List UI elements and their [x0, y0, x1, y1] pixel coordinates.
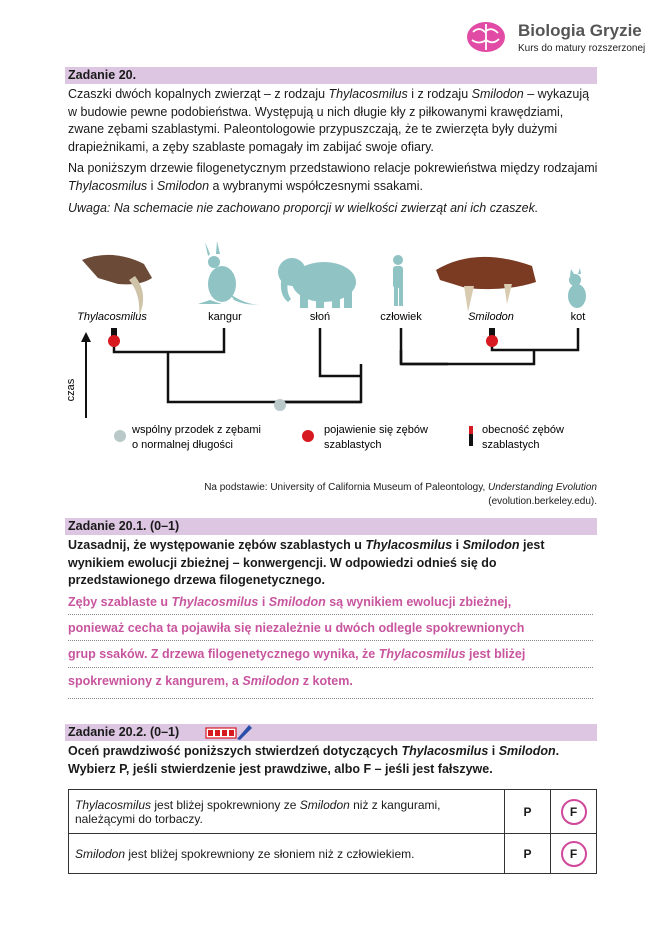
table-row	[69, 834, 597, 874]
statement-2	[69, 834, 505, 874]
answer-line-1[interactable]	[68, 590, 595, 615]
text-span: – wykazują w budowie pewne podobieństwa. Występują u nich długie kły z piłkowanymi krawędziami, zwane zębami szablastymi. Paleontologowie przypuszczają, że te zwierzęta były dużymi drapieżnikami, a zęby szablaste pomagały im zabijać swoje ofiary.	[68, 87, 590, 154]
text-span: są wynikiem ewolucji zbieżnej,	[325, 595, 512, 609]
genus-name: Smilodon	[156, 178, 210, 193]
table-row	[69, 790, 597, 834]
answer-line-3[interactable]	[68, 642, 595, 667]
task-20-tree-intro	[68, 160, 598, 195]
selected-answer-circle: F	[561, 841, 587, 867]
text-span: jest bliżej spokrewniony ze słoniem niż z człowiekiem.	[125, 846, 415, 861]
genus-name: Thylacosmilus	[171, 595, 259, 609]
tree-branches	[114, 328, 578, 402]
genus-name: Smilodon	[75, 846, 126, 861]
source-citation	[150, 481, 597, 509]
text-span: (evolution.berkeley.edu).	[488, 496, 597, 507]
task-20-2-header	[65, 724, 597, 741]
legend-presence-line1: obecność zębów	[482, 424, 564, 436]
origin-marker	[486, 335, 498, 347]
task-20-2-prompt-2: Wybierz P, jeśli stwierdzenie jest prawdziwe, albo F – jeśli jest fałszywe.	[68, 762, 493, 776]
text-span: Understanding Evolution	[488, 482, 597, 493]
genus-name: Smilodon	[462, 538, 520, 552]
thylacosmilus-skull-icon	[82, 255, 152, 316]
text-span: Na podstawie: University of California Museum of Paleontology,	[204, 482, 489, 493]
text-span: a wybranymi współczesnymi ssakami.	[209, 178, 423, 193]
taxon-human: człowiek	[380, 311, 422, 323]
genus-name: Smilodon	[498, 744, 556, 758]
text-span: z kotem.	[299, 674, 353, 688]
task-20-header	[65, 67, 597, 84]
time-arrow	[81, 332, 91, 342]
task-20-2-prompt-1	[68, 743, 598, 761]
selected-answer-circle: F	[561, 799, 587, 825]
brand-name: Biologia Gryzie	[518, 21, 642, 40]
text-span: spokrewniony z kangurem, a	[68, 674, 243, 688]
ancestor-marker	[274, 399, 286, 411]
text-span: i	[258, 595, 269, 609]
time-axis-label: czas	[65, 378, 77, 402]
text-span: i	[452, 538, 463, 552]
pencil-icon	[205, 723, 253, 741]
genus-name: Smilodon	[268, 595, 326, 609]
text-span: i	[488, 744, 499, 758]
task-20-title: Zadanie 20.	[68, 68, 137, 82]
true-false-table	[68, 789, 597, 874]
elephant-icon	[278, 258, 356, 308]
statement-1	[69, 790, 505, 834]
legend-presence-line2: szablastych	[482, 439, 540, 451]
task-20-2-title: Zadanie 20.2. (0–1)	[68, 725, 180, 739]
text-span: Zęby szablaste u	[68, 595, 172, 609]
taxon-smilodon: Smilodon	[468, 311, 514, 323]
kangaroo-icon	[198, 241, 260, 305]
answer-line-4[interactable]	[68, 669, 595, 694]
text-span: .	[555, 744, 560, 758]
legend-presence-marker	[469, 426, 473, 434]
text-span: Na poniższym drzewie filogenetycznym przedstawiono relacje pokrewieństwa między rodzajami	[68, 161, 598, 175]
cat-icon	[568, 268, 586, 308]
answer-rule	[68, 698, 593, 699]
text-span: niż z kangurami, należącymi do torbaczy.	[75, 797, 441, 826]
option-p-1[interactable]: P	[505, 790, 551, 834]
genus-name: Thylacosmilus	[365, 538, 453, 552]
answer-rule	[68, 667, 593, 668]
option-p-2[interactable]: P	[505, 834, 551, 874]
taxon-kangaroo: kangur	[208, 311, 242, 323]
human-icon	[393, 255, 403, 306]
text-span: Uzasadnij, że występowanie zębów szablastych u	[68, 538, 366, 552]
taxon-cat: kot	[570, 311, 586, 323]
genus-name: Thylacosmilus	[328, 87, 408, 101]
answer-rule	[68, 640, 593, 641]
text-span: grup ssaków. Z drzewa filogenetycznego wynika, że	[68, 647, 379, 661]
option-f-1[interactable]	[551, 790, 597, 834]
genus-name: Smilodon	[471, 87, 524, 101]
option-f-2[interactable]	[551, 834, 597, 874]
answer-rule	[68, 614, 593, 615]
task-20-intro	[68, 86, 598, 156]
genus-name: Smilodon	[242, 674, 300, 688]
taxon-thylacosmilus: Thylacosmilus	[77, 311, 147, 323]
task-20-1-title: Zadanie 20.1. (0–1)	[68, 519, 180, 533]
task-20-note: Uwaga: Na schemacie nie zachowano proporcji w wielkości zwierząt ani ich czaszek.	[68, 201, 539, 215]
answer-line-2[interactable]	[68, 616, 595, 641]
text-span: jest wynikiem ewolucji zbieżnej – konwergencji. W odpowiedzi odnieś się do przedstawionego drzewa filogenetycznego.	[68, 538, 545, 587]
text-span: jest bliżej spokrewniony ze	[151, 797, 300, 812]
legend-origin-line1: pojawienie się zębów	[324, 424, 428, 436]
legend-origin-marker	[302, 430, 314, 442]
text-span: Oceń prawdziwość poniższych stwierdzeń dotyczących	[68, 744, 402, 758]
legend-ancestor-line2: o normalnej długości	[132, 439, 233, 451]
smilodon-skull-icon	[436, 257, 536, 312]
text-span: i	[147, 178, 157, 193]
genus-name: Thylacosmilus	[378, 647, 466, 661]
text-span: i z rodzaju	[407, 87, 472, 101]
genus-name: Smilodon	[299, 797, 350, 812]
taxon-elephant: słoń	[309, 311, 331, 323]
genus-name: Thylacosmilus	[401, 744, 489, 758]
task-20-1-header	[65, 518, 597, 535]
brain-icon	[465, 20, 507, 54]
origin-marker	[108, 335, 120, 347]
text-span: jest bliżej	[465, 647, 526, 661]
genus-name: Thylacosmilus	[75, 797, 152, 812]
text-span: Czaszki dwóch kopalnych zwierząt – z rodzaju	[68, 87, 329, 101]
legend-origin-line2: szablastych	[324, 439, 382, 451]
legend-ancestor-line1: wspólny przodek z zębami	[132, 424, 262, 436]
brand-subtitle: Kurs do matury rozszerzonej	[518, 43, 646, 54]
genus-name: Thylacosmilus	[68, 178, 148, 193]
phylogenetic-tree	[60, 240, 605, 460]
task-20-1-prompt	[68, 537, 598, 590]
legend-ancestor-marker	[114, 430, 126, 442]
text-span: ponieważ cecha ta pojawiła się niezależnie u dwóch odlegle spokrewnionych	[68, 621, 525, 635]
